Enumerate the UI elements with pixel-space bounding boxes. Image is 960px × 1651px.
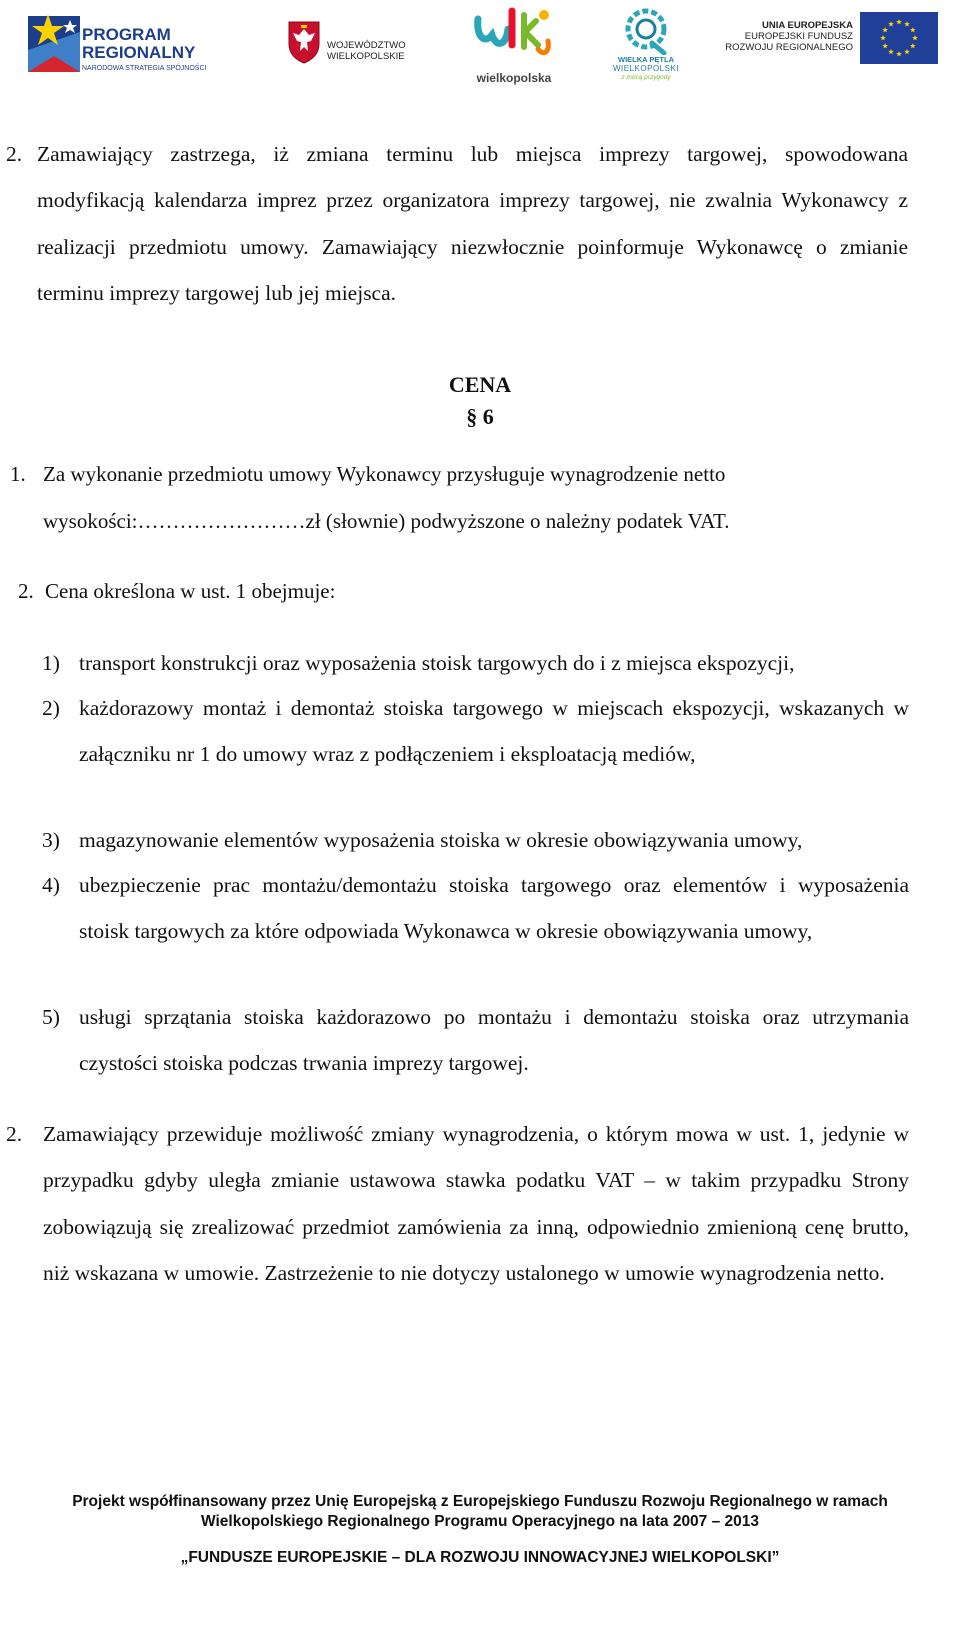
wielkopolska-logo: [470, 5, 560, 90]
petla-logo-line2: WIELKOPOLSKI: [612, 64, 680, 73]
wojewodztwo-logo-line2: WIELKOPOLSKIE: [327, 51, 405, 62]
price-point-1-line1: Za wykonanie przedmiotu umowy Wykonawcy przysługuje wynagrodzenie netto: [43, 462, 726, 486]
petla-logo-line3: z mocą przygody: [621, 74, 671, 81]
eu-flag-icon: [860, 12, 938, 64]
list-item: usługi sprzątania stoiska każdorazowo po montażu i demontażu stoiska oraz utrzymania czystości stoiska podczas trwania imprezy targowej.: [79, 1005, 909, 1076]
section-title: CENA: [448, 372, 512, 397]
footer-funding-line2: Wielkopolskiego Regionalnego Programu Operacyjnego na lata 2007 – 2013: [200, 1513, 760, 1530]
intro-paragraph: Zamawiający zastrzega, iż zmiana terminu lub miejsca imprezy targowej, spowodowana modyfikacją kalendarza imprez przez organizatora imprezy targowej, nie zwalnia Wykonawcy z realizacji przedmiotu umowy. Zamawiający niezwłocznie poinformuje Wykonawcę o zmianie terminu imprezy targowej lub jej miejsca.: [37, 142, 908, 305]
petla-logo-line1: WIELKA PĘTLA: [618, 55, 674, 64]
wojewodztwo-logo: [287, 20, 437, 80]
price-point-2-number: 2.: [18, 579, 34, 603]
star-flag-icon: [24, 12, 84, 76]
list-item-number: 5): [42, 1005, 60, 1029]
eu-logo-line1: UNIA EUROPEJSKA: [762, 20, 853, 31]
price-point-2-text: Cena określona w ust. 1 obejmuje:: [45, 579, 336, 603]
list-item: każdorazowy montaż i demontaż stoiska targowego w miejscach ekspozycji, wskazanych w załączniku nr 1 do umowy wraz z podłączeniem i eksploatacją mediów,: [79, 696, 909, 767]
list-item-number: 1): [42, 651, 60, 675]
change-paragraph-number: 2.: [6, 1122, 23, 1146]
intro-paragraph-number: 2.: [6, 142, 23, 166]
footer-funding-line1: Projekt współfinansowany przez Unię Europejską z Europejskiego Funduszu Rozwoju Regionalnego w ramach: [72, 1493, 888, 1510]
price-point-1-line2: wysokości:……………………zł (słownie) podwyższone o należny podatek VAT.: [43, 509, 730, 533]
wielkopolska-mark-icon: [472, 5, 556, 65]
wojewodztwo-logo-line1: WOJEWÓDZTWO: [327, 40, 406, 51]
price-point-1-number: 1.: [10, 462, 26, 486]
logo-bar: [0, 0, 960, 100]
eu-logo: [715, 12, 940, 68]
list-item-number: 4): [42, 873, 60, 897]
coat-of-arms-icon: [287, 20, 321, 64]
program-logo-line2: REGIONALNY: [82, 43, 196, 62]
program-logo-line1: PROGRAM: [82, 25, 171, 44]
change-paragraph: Zamawiający przewiduje możliwość zmiany wynagrodzenia, o którym mowa w ust. 1, jedynie w przypadku gdyby uległa zmianie ustawowa stawka podatku VAT – w takim przypadku Strony zobowiązują się zrealizować przedmiot zamówienia za inną, odpowiednio zmienioną cenę brutto, niż wskazana w umowie. Zastrzeżenie to nie dotyczy ustalonego w umowie wynagrodzenia netto.: [43, 1122, 909, 1285]
list-item: transport konstrukcji oraz wyposażenia stoisk targowych do i z miejsca ekspozycji,: [79, 651, 795, 675]
list-item: magazynowanie elementów wyposażenia stoiska w okresie obowiązywania umowy,: [79, 828, 803, 852]
petla-loop-icon: [618, 5, 674, 55]
eu-logo-line3: ROZWOJU REGIONALNEGO: [725, 42, 853, 53]
wielkopolska-logo-caption: wielkopolska: [476, 71, 552, 85]
list-item-number: 3): [42, 828, 60, 852]
list-item: ubezpieczenie prac montażu/demontażu stoiska targowego oraz elementów i wyposażenia stoisk targowych za które odpowiada Wykonawca w okresie obowiązywania umowy,: [79, 873, 909, 944]
wielka-petla-logo: [606, 5, 686, 90]
program-logo-line3: NARODOWA STRATEGIA SPÓJNOŚCI: [82, 65, 207, 72]
footer-slogan: „FUNDUSZE EUROPEJSKIE – DLA ROZWOJU INNOWACYJNEJ WIELKOPOLSKI”: [180, 1549, 780, 1566]
section-paragraph-mark: § 6: [466, 404, 494, 429]
eu-logo-line2: EUROPEJSKI FUNDUSZ: [744, 31, 853, 42]
list-item-number: 2): [42, 696, 60, 720]
program-regionalny-logo: [24, 12, 229, 82]
